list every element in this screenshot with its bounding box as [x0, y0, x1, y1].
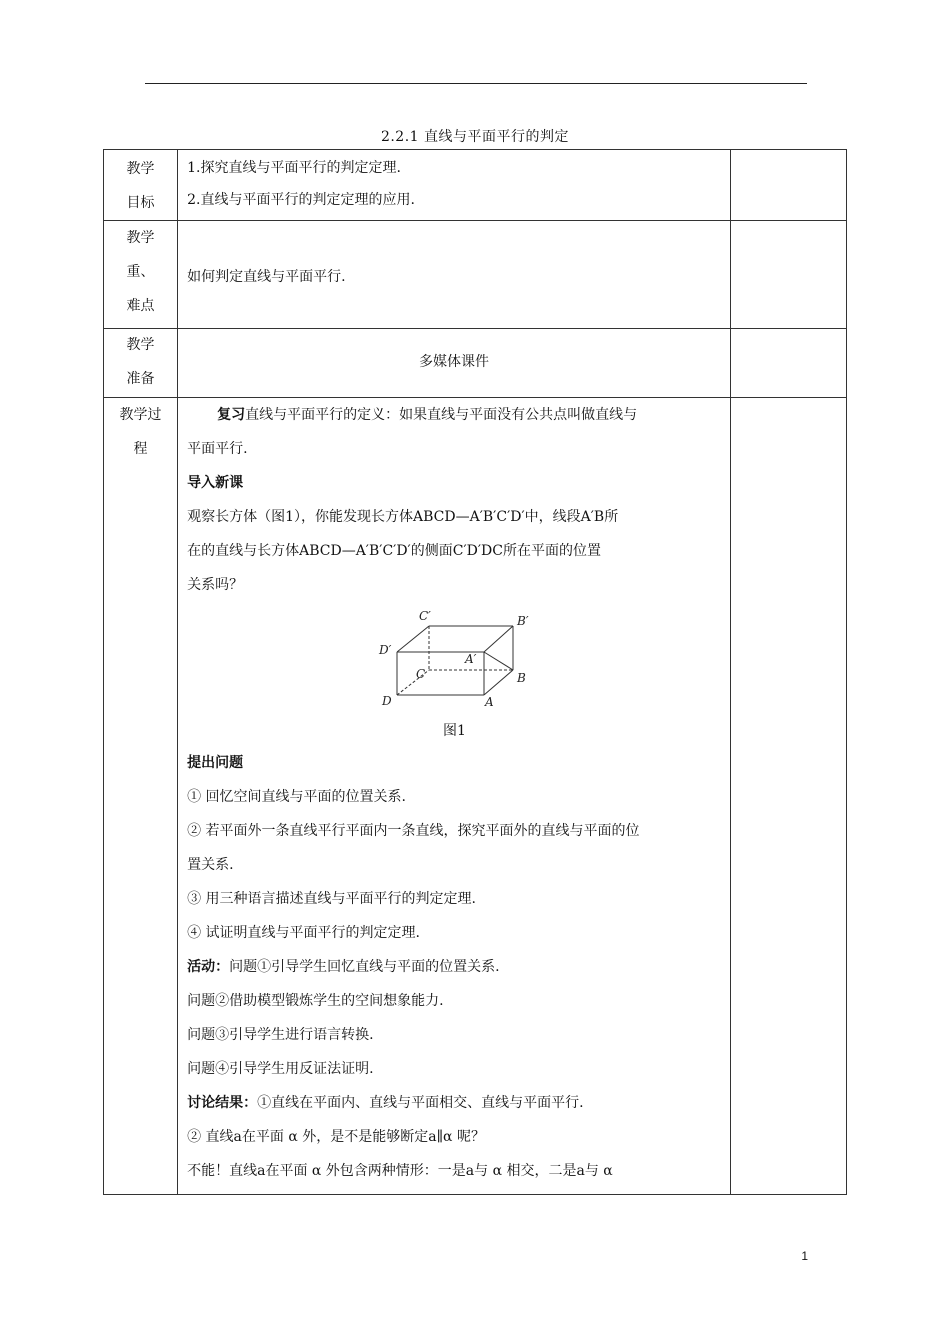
activity-line-1: 活动：问题①引导学生回忆直线与平面的位置关系.: [187, 959, 500, 975]
label-c: C: [416, 667, 426, 681]
label-d1: D′: [379, 643, 392, 657]
intro-heading: 导入新课: [187, 475, 244, 491]
key-points-notes: [730, 221, 846, 329]
goals-content: [178, 150, 731, 221]
cuboid-diagram: [369, 606, 539, 710]
process-content: [178, 398, 731, 1195]
goals-row: [104, 150, 847, 221]
label-a: A: [485, 695, 495, 709]
review-paragraph: 复习直线与平面平行的定义：如果直线与平面没有公共点叫做直线与: [217, 407, 638, 423]
activity-line-2: 问题②借助模型锻炼学生的空间想象能力.: [187, 993, 444, 1009]
activity-line-3: 问题③引导学生进行语言转换.: [187, 1027, 374, 1043]
page-title: 2.2.1 直线与平面平行的判定: [380, 129, 570, 145]
label-d: D: [382, 694, 393, 708]
preparation-row: [104, 329, 847, 398]
preparation-label: 教学 准备: [104, 329, 178, 398]
goals-notes: [730, 150, 846, 221]
question-1: ① 回忆空间直线与平面的位置关系.: [187, 789, 406, 805]
segment-a1-b: [484, 652, 513, 670]
question-heading: 提出问题: [187, 755, 244, 771]
preparation-content: 多媒体课件: [178, 329, 731, 398]
process-row: [104, 398, 847, 1195]
question-2: ② 若平面外一条直线平行平面内一条直线，探究平面外的直线与平面的位: [187, 823, 640, 839]
result-line-1: 讨论结果：①直线在平面内、直线与平面相交、直线与平面平行.: [187, 1095, 584, 1111]
page-number: 1: [801, 1249, 808, 1263]
review-paragraph-cont: 平面平行.: [187, 441, 248, 457]
result-line-2: ② 直线a在平面 α 外，是不是能够断定a∥α 呢？: [187, 1129, 485, 1145]
question-3: ③ 用三种语言描述直线与平面平行的判定定理.: [187, 891, 476, 907]
label-b1: B′: [517, 614, 529, 628]
key-points-content: 如何判定直线与平面平行.: [178, 221, 731, 329]
label-b: B: [517, 671, 527, 685]
process-notes: [730, 398, 846, 1195]
cuboid-figure: [187, 606, 722, 716]
goal-1: 1.探究直线与平面平行的判定定理.: [187, 160, 401, 176]
edge-a1-b1: [484, 626, 513, 652]
edge-a-b: [484, 670, 513, 695]
label-c1: C′: [419, 609, 432, 623]
header-rule: [145, 83, 807, 84]
figure-caption: 图1: [443, 723, 466, 739]
label-a1: A′: [465, 652, 477, 666]
goal-2: 2.直线与平面平行的判定定理的应用.: [187, 192, 415, 208]
intro-line-3: 关系吗？: [187, 577, 244, 593]
intro-line-2: 在的直线与长方体ABCD—A′B′C′D′的侧面C′D′DC所在平面的位置: [187, 543, 601, 559]
preparation-notes: [730, 329, 846, 398]
question-2-cont: 置关系.: [187, 857, 234, 873]
result-line-3: 不能！直线a在平面 α 外包含两种情形：一是a与 α 相交，二是a与 α: [187, 1163, 613, 1179]
key-points-label: 教学 重、 难点: [104, 221, 178, 329]
key-points-row: [104, 221, 847, 329]
activity-line-4: 问题④引导学生用反证法证明.: [187, 1061, 374, 1077]
goals-label: 教学 目标: [104, 150, 178, 221]
question-4: ④ 试证明直线与平面平行的判定定理.: [187, 925, 420, 941]
edge-d1-c1: [397, 626, 429, 652]
process-label: 教学过 程: [104, 398, 178, 1195]
lesson-plan-table: [103, 149, 847, 1195]
intro-line-1: 观察长方体（图1），你能发现长方体ABCD—A′B′C′D′中，线段A′B所: [187, 509, 619, 525]
